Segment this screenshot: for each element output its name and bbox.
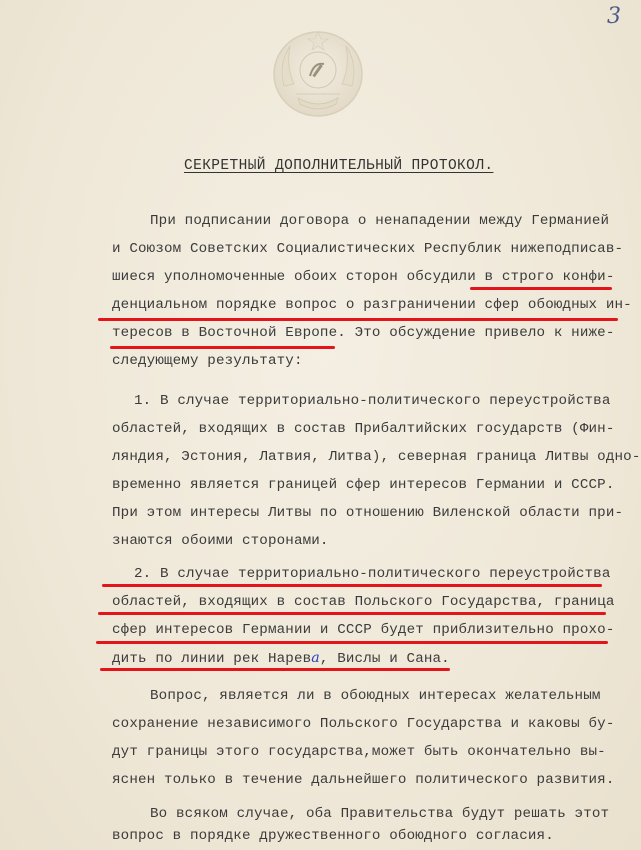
document-title: СЕКРЕТНЫЙ ДОПОЛНИТЕЛЬНЫЙ ПРОТОКОЛ. bbox=[184, 158, 494, 174]
highlight-underline bbox=[96, 641, 608, 644]
intro-line: тересов в Восточной Европе. Это обсуждение привело к ниже- bbox=[112, 325, 615, 341]
point2-line: 2. В случае территориально-политического переустройства bbox=[134, 566, 611, 582]
point2-line: областей, входящих в состав Польского Государства, граница bbox=[112, 594, 615, 610]
intro-line: и Союзом Советских Социалистических Республик нижеподписав- bbox=[112, 241, 624, 257]
highlight-underline bbox=[98, 318, 618, 321]
intro-line: При подписании договора о ненападении между Германией bbox=[150, 213, 610, 229]
point1-line: знаются обоими сторонами. bbox=[112, 533, 329, 549]
point2-text: дить по линии рек Нарев bbox=[112, 651, 312, 667]
intro-line: следующему результату: bbox=[112, 353, 303, 369]
intro-line: шиеся уполномоченные обоих сторон обсудили в строго конфи- bbox=[112, 269, 615, 285]
point1-line: ляндия, Эстония, Латвия, Литва), северная граница Литвы одно- bbox=[112, 449, 641, 465]
highlight-underline bbox=[470, 287, 612, 290]
point1-line: При этом интересы Литвы по отношению Виленской области при- bbox=[112, 505, 624, 521]
soviet-emblem-icon bbox=[268, 24, 368, 120]
para3-line: яснен только в течение дальнейшего политического развития. bbox=[112, 772, 615, 788]
highlight-underline bbox=[100, 668, 450, 671]
highlight-underline bbox=[98, 612, 606, 615]
para3-line: дут границы этого государства,может быть окончательно вы- bbox=[112, 744, 606, 760]
handwritten-correction: а bbox=[311, 650, 320, 666]
para4-line: вопрос в порядке дружественного обоюдного согласия. bbox=[112, 828, 554, 844]
page-number: 3 bbox=[607, 4, 621, 29]
point2-text-end: , Вислы и Сана. bbox=[319, 651, 450, 667]
point2-line-last bbox=[112, 650, 450, 667]
highlight-underline bbox=[102, 584, 602, 587]
point1-line: 1. В случае территориально-политического переустройства bbox=[134, 393, 611, 409]
point1-line: временно является границей сфер интересов Германии и СССР. bbox=[112, 477, 615, 493]
para4-line: Во всяком случае, оба Правительства будут решать этот bbox=[150, 806, 610, 822]
point2-line: сфер интересов Германии и СССР будет приблизительно прохо- bbox=[112, 622, 615, 638]
intro-line: денциальном порядке вопрос о разграничении сфер обоюдных ин- bbox=[112, 297, 632, 313]
point1-line: областей, входящих в состав Прибалтийских государств (Фин- bbox=[112, 421, 615, 437]
para3-line: сохранение независимого Польского Государства и каковы бу- bbox=[112, 716, 615, 732]
para3-line: Вопрос, является ли в обоюдных интересах желательным bbox=[150, 688, 601, 704]
highlight-underline bbox=[110, 346, 335, 349]
